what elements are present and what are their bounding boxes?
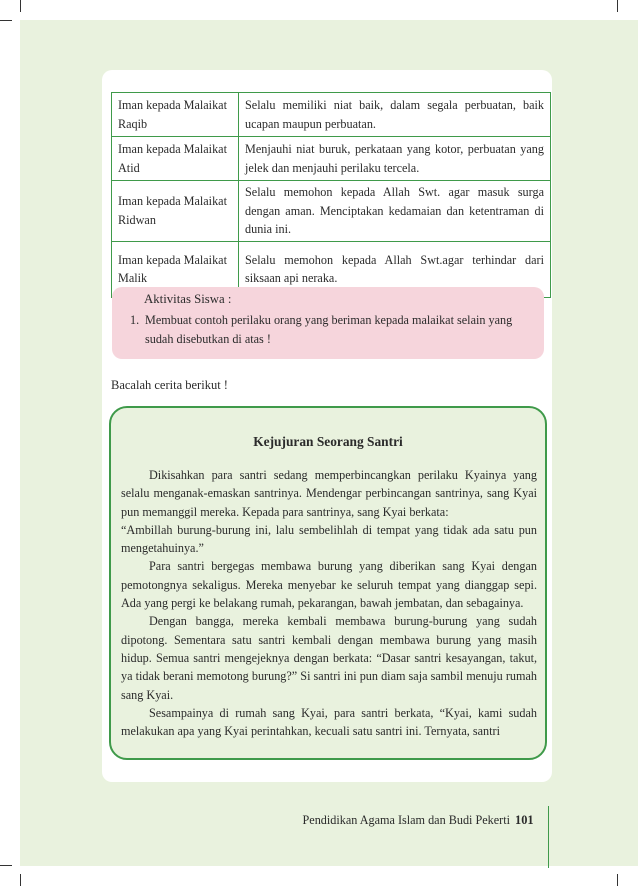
table-row (112, 93, 551, 137)
table-cell-name: Iman kepada Malaikat Ridwan (112, 181, 239, 242)
story-body (121, 466, 537, 740)
activity-item-text: Membuat contoh perilaku orang yang beriman kepada malaikat selain yang sudah disebutkan di atas ! (145, 313, 513, 346)
story-paragraph: Dikisahkan para santri sedang memperbincangkan perilaku Kyainya yang selalu menganak-emaskan santrinya. Mendengar perbincangan santrinya, sang Kyai pun memanggil mereka. Kepada para santrinya, sang Kyai berkata: (121, 468, 537, 519)
crop-mark (20, 874, 21, 886)
activity-list (130, 311, 536, 349)
story-paragraph: “Ambillah burung-burung ini, lalu sembelihlah di tempat yang tidak ada satu pun mengetahuinya.” (121, 522, 537, 556)
table-cell-description: Selalu memiliki niat baik, dalam segala perbuatan, baik ucapan maupun perbuatan. (239, 93, 551, 137)
table-cell-description: Selalu memohon kepada Allah Swt. agar masuk surga dengan aman. Menciptakan kedamaian dan ketentraman di dunia ini. (239, 181, 551, 242)
malaikat-behavior-table (111, 92, 551, 298)
table-row (112, 137, 551, 181)
table-cell-description: Selalu memohon kepada Allah Swt.agar terhindar dari siksaan api neraka. (239, 241, 551, 297)
table-cell-description: Menjauhi niat buruk, perkataan yang kotor, perbuatan yang jelek dan menjauhi perilaku tercela. (239, 137, 551, 181)
table-cell-name: Iman kepada Malaikat Atid (112, 137, 239, 181)
activity-title: Aktivitas Siswa : (144, 292, 232, 306)
table-cell-name: Iman kepada Malaikat Malik (112, 241, 239, 297)
book-title: Pendidikan Agama Islam dan Budi Pekerti (302, 813, 510, 827)
reading-instruction: Bacalah cerita berikut ! (111, 378, 228, 392)
story-paragraph: Para santri bergegas membawa burung yang diberikan sang Kyai dengan pemotongnya sekaligus. Mereka menyebar ke seluruh tempat yang dianggap sepi. Ada yang pergi ke belakang rumah, pekarangan, bawah jembatan, dan sebagainya. (121, 559, 537, 611)
crop-mark (617, 0, 618, 12)
table-row (112, 181, 551, 242)
table-cell-name: Iman kepada Malaikat Raqib (112, 93, 239, 137)
story-paragraph: Sesampainya di rumah sang Kyai, para santri berkata, “Kyai, kami sudah melakukan apa yang Kyai perintahkan, kecuali satu santri ini. Ternyata, santri (121, 705, 537, 739)
activity-box (112, 287, 544, 359)
page-number: 101 (515, 813, 534, 827)
story-title: Kejujuran Seorang Santri (253, 434, 403, 449)
list-item (130, 311, 536, 349)
crop-mark (20, 0, 21, 12)
crop-mark (0, 865, 12, 866)
activity-item-number: 1. (130, 313, 140, 327)
story-box (109, 406, 547, 760)
crop-mark (617, 874, 618, 886)
story-paragraph: Dengan bangga, mereka kembali membawa burung-burung yang sudah dipotong. Sementara satu santri kembali dengan membawa burung yang masih hidup. Semua santri mengejeknya dengan berkata: “Dasar santri kesayangan, takut, ya tidak berani memotong burung?” Si santri ini pun diam saja sambil menuju rumah sang Kyai. (121, 614, 537, 702)
footer-divider (548, 806, 549, 868)
crop-mark (0, 20, 12, 21)
